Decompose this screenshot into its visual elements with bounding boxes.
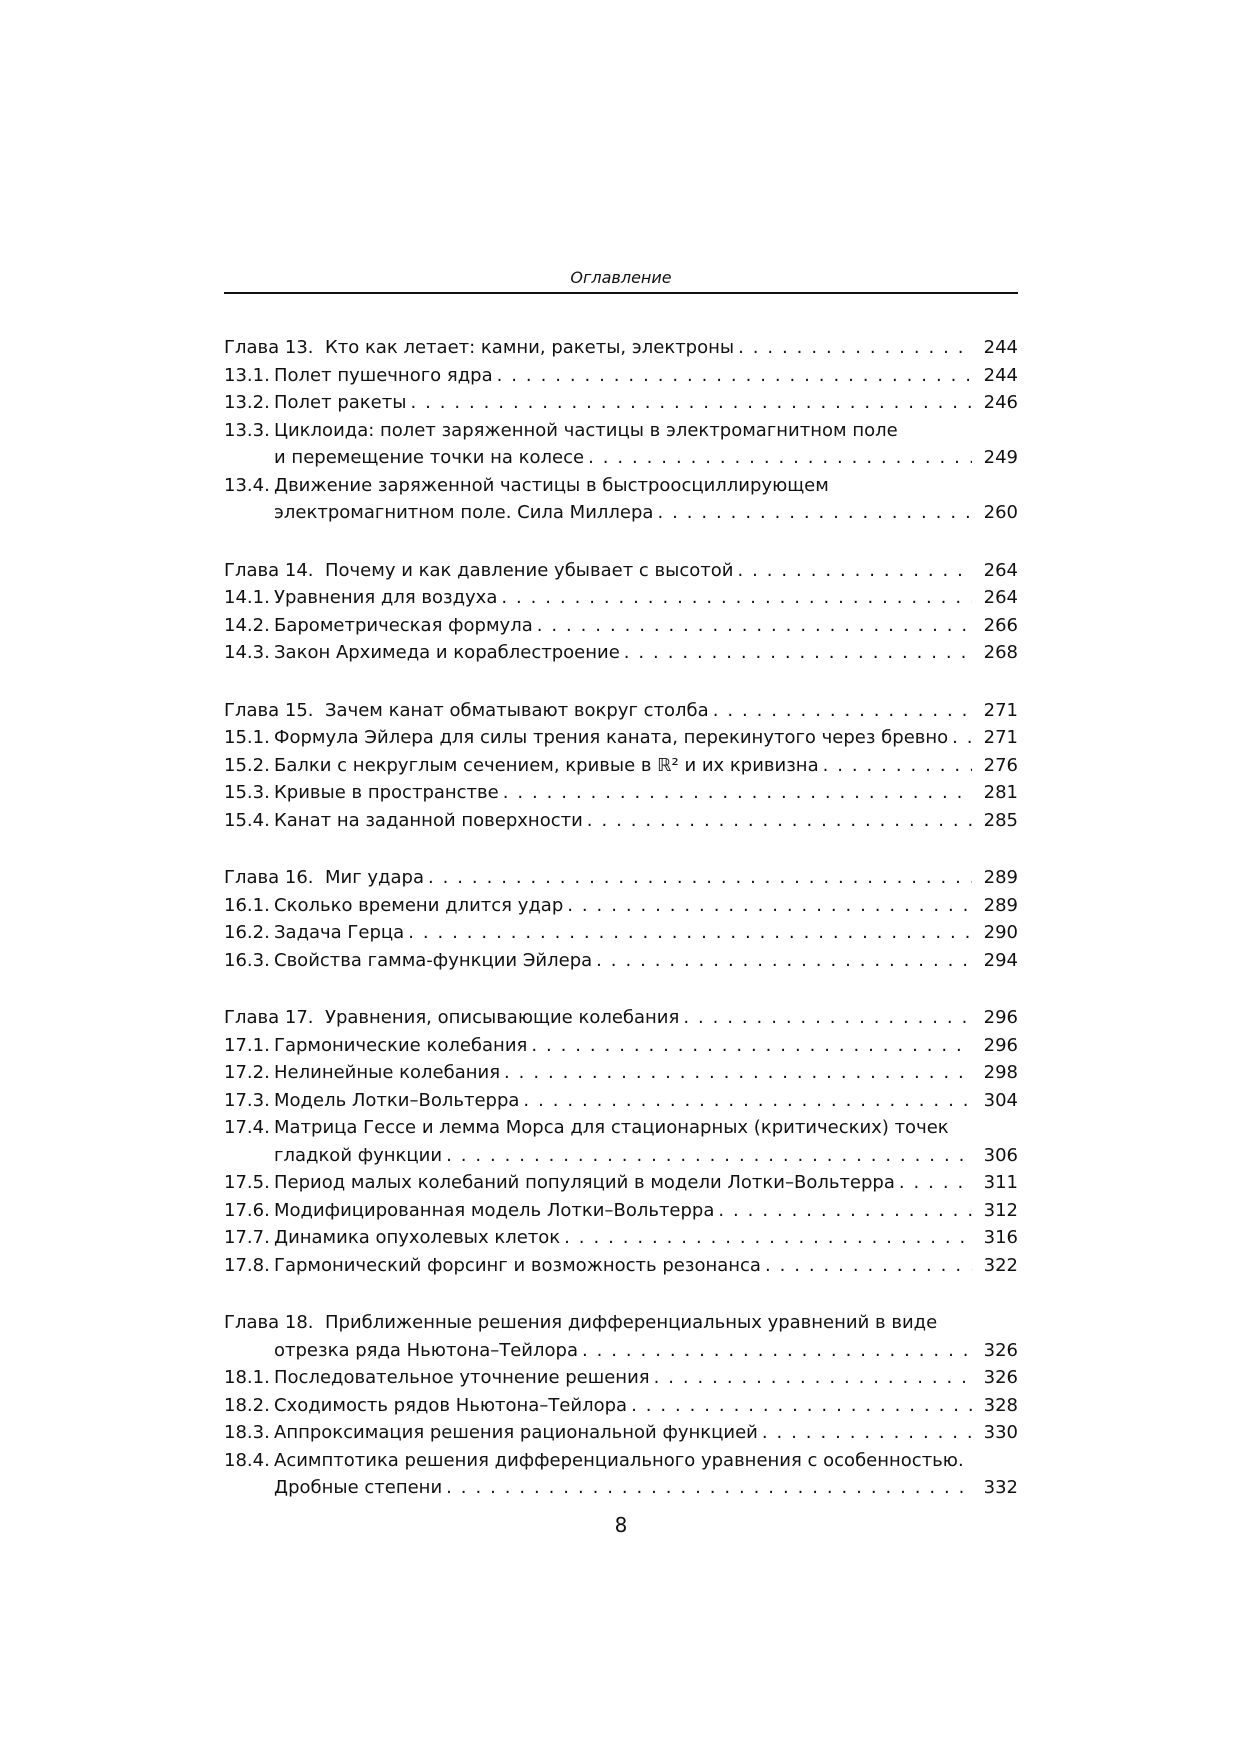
toc-page-number: 264 — [983, 559, 1018, 581]
dot-leader — [501, 584, 972, 612]
toc-entry-title: Почему и как давление убывает с высотой — [325, 559, 734, 581]
toc-entry-number: 16.2. — [224, 922, 270, 943]
dot-leader — [408, 919, 972, 947]
dot-leader — [738, 334, 972, 362]
toc-entry-number: 15.2. — [224, 754, 270, 776]
toc-section-entry[interactable] — [224, 1252, 1018, 1280]
toc-section-entry[interactable] — [224, 1169, 1018, 1197]
toc-entry-title: Кто как летает: камни, ракеты, электроны — [325, 337, 735, 358]
toc-page-number: 289 — [983, 867, 1018, 888]
toc-entry-number: 18.1. — [224, 1367, 270, 1388]
dot-leader — [587, 807, 972, 835]
toc-entry-number: 15.1. — [224, 727, 270, 748]
table-of-contents — [224, 334, 1018, 1532]
toc-entry-title: Сколько времени длится удар — [274, 894, 564, 916]
toc-page-number: 289 — [983, 894, 1018, 916]
toc-section-entry[interactable] — [224, 919, 1018, 947]
toc-page-number: 328 — [983, 1394, 1018, 1416]
toc-page-number: 296 — [983, 1007, 1018, 1028]
dot-leader — [497, 362, 972, 390]
toc-section-entry[interactable] — [224, 584, 1018, 612]
toc-section-entry[interactable] — [224, 1392, 1018, 1420]
toc-entry-title: Динамика опухолевых клеток — [274, 1227, 561, 1248]
toc-section-entry[interactable] — [224, 1364, 1018, 1392]
toc-entry-title: Гармонический форсинг и возможность резонанса — [274, 1254, 761, 1276]
toc-chapter-block — [224, 697, 1018, 835]
book-page — [224, 0, 1018, 1754]
toc-page-number: 249 — [983, 447, 1018, 468]
toc-page-number: 244 — [983, 364, 1018, 386]
toc-entry-number: 15.4. — [224, 809, 270, 831]
dot-leader — [537, 612, 972, 640]
dot-leader — [765, 1252, 972, 1280]
dot-leader — [503, 779, 972, 807]
toc-entry-number: 17.8. — [224, 1254, 270, 1276]
toc-page-number: 332 — [983, 1477, 1018, 1498]
dot-leader — [624, 639, 972, 667]
toc-entry-title: отрезка ряда Ньютона–Тейлора — [274, 1339, 578, 1361]
toc-entry-title: Полет пушечного ядра — [274, 364, 493, 386]
toc-entry-number: 18.2. — [224, 1394, 270, 1416]
dot-leader — [952, 724, 972, 752]
dot-leader — [504, 1059, 972, 1087]
dot-leader — [823, 752, 972, 780]
toc-page-number: 322 — [983, 1254, 1018, 1276]
toc-entry-number: 17.3. — [224, 1089, 270, 1111]
toc-page-number: 304 — [983, 1089, 1018, 1111]
toc-page-number: 290 — [983, 922, 1018, 943]
page-number: 8 — [614, 1513, 628, 1537]
toc-entry-number: 14.2. — [224, 614, 270, 636]
header-rule — [224, 292, 1018, 294]
toc-entry-title: Сходимость рядов Ньютона–Тейлора — [274, 1394, 628, 1416]
toc-section-entry[interactable] — [224, 752, 1018, 780]
toc-entry-number: 13.1. — [224, 364, 270, 386]
toc-entry-title: Движение заряженной частицы в быстроосциллирующем — [274, 474, 829, 496]
toc-entry-number: 13.2. — [224, 392, 270, 413]
toc-page-number: 296 — [983, 1034, 1018, 1056]
toc-section-entry[interactable] — [224, 639, 1018, 667]
toc-page-number: 246 — [983, 392, 1018, 413]
toc-chapter-entry[interactable] — [224, 1004, 1018, 1032]
toc-section-entry[interactable] — [224, 807, 1018, 835]
toc-chapter-block — [224, 1004, 1018, 1279]
toc-entry-number: Глава 18. — [224, 1312, 314, 1333]
toc-chapter-entry[interactable] — [224, 864, 1018, 892]
toc-chapter-entry[interactable] — [224, 1309, 1018, 1364]
toc-section-entry[interactable] — [224, 1032, 1018, 1060]
toc-entry-number: 14.1. — [224, 587, 270, 608]
toc-chapter-block — [224, 864, 1018, 974]
dot-leader — [718, 1197, 972, 1225]
toc-section-entry[interactable] — [224, 1419, 1018, 1447]
toc-entry-title: Канат на заданной поверхности — [274, 809, 583, 831]
dot-leader — [582, 1337, 972, 1365]
dot-leader — [428, 864, 972, 892]
toc-page-number: 326 — [983, 1339, 1018, 1361]
toc-entry-title: Зачем канат обматывают вокруг столба — [325, 699, 709, 721]
dot-leader — [596, 947, 972, 975]
toc-chapter-block — [224, 557, 1018, 667]
toc-entry-title: Матрица Гессе и лемма Морса для стационарных (критических) точек — [274, 1117, 949, 1138]
toc-page-number: 285 — [983, 809, 1018, 831]
toc-entry-number: 16.1. — [224, 894, 270, 916]
toc-entry-title: Асимптотика решения дифференциального уравнения с особенностью. — [274, 1449, 964, 1471]
dot-leader — [657, 499, 972, 527]
toc-entry-title: Гармонические колебания — [274, 1034, 528, 1056]
toc-entry-title: Свойства гамма-функции Эйлера — [274, 949, 593, 971]
toc-entry-title: электромагнитном поле. Сила Миллера — [274, 502, 654, 523]
dot-leader — [588, 444, 972, 472]
toc-entry-title: Модель Лотки–Вольтерра — [274, 1089, 520, 1111]
toc-entry-title: Кривые в пространстве — [274, 782, 499, 803]
toc-entry-number: Глава 15. — [224, 699, 314, 721]
toc-entry-title: Модифицированная модель Лотки–Вольтерра — [274, 1199, 715, 1221]
toc-entry-number: 18.3. — [224, 1422, 270, 1443]
toc-entry-number: 16.3. — [224, 949, 270, 971]
toc-page-number: 281 — [983, 782, 1018, 803]
toc-entry-title: Закон Архимеда и кораблестроение — [274, 642, 620, 663]
toc-entry-title: Аппроксимация решения рациональной функцией — [274, 1422, 758, 1443]
running-header: Оглавление — [570, 268, 672, 287]
toc-entry-title: Формула Эйлера для силы трения каната, перекинутого через бревно — [274, 727, 949, 748]
toc-chapter-entry[interactable] — [224, 334, 1018, 362]
dot-leader — [410, 389, 972, 417]
toc-entry-number: 17.1. — [224, 1034, 270, 1056]
toc-entry-number: 14.3. — [224, 642, 270, 663]
toc-entry-number: 17.2. — [224, 1062, 270, 1083]
toc-page-number: 330 — [983, 1422, 1018, 1443]
toc-entry-title: Период малых колебаний популяций в модели Лотки–Вольтерра — [274, 1172, 895, 1193]
toc-section-entry[interactable] — [224, 892, 1018, 920]
toc-section-entry[interactable] — [224, 724, 1018, 752]
dot-leader — [713, 697, 972, 725]
toc-chapter-block — [224, 1309, 1018, 1502]
toc-entry-title: Задача Герца — [274, 922, 405, 943]
dot-leader — [564, 1224, 972, 1252]
toc-page-number: 276 — [983, 754, 1018, 776]
toc-page-number: 271 — [983, 727, 1018, 748]
toc-entry-number: 17.6. — [224, 1199, 270, 1221]
toc-entry-number: 17.4. — [224, 1117, 270, 1138]
toc-entry-title: гладкой функции — [274, 1144, 443, 1166]
toc-entry-number: 17.7. — [224, 1227, 270, 1248]
dot-leader — [531, 1032, 972, 1060]
toc-entry-title: Приближенные решения дифференциальных уравнений в виде — [325, 1312, 938, 1333]
toc-entry-title: Уравнения для воздуха — [274, 587, 498, 608]
toc-entry-title: Полет ракеты — [274, 392, 407, 413]
dot-leader — [631, 1392, 972, 1420]
toc-entry-title: Уравнения, описывающие колебания — [325, 1007, 680, 1028]
toc-page-number: 268 — [983, 642, 1018, 663]
toc-section-entry[interactable] — [224, 362, 1018, 390]
toc-entry-number: Глава 16. — [224, 867, 314, 888]
toc-page-number: 298 — [983, 1062, 1018, 1083]
dot-leader — [899, 1169, 972, 1197]
toc-section-entry[interactable] — [224, 779, 1018, 807]
toc-page-number: 260 — [983, 502, 1018, 523]
toc-page-number: 316 — [983, 1227, 1018, 1248]
toc-section-entry[interactable] — [224, 1197, 1018, 1225]
toc-entry-number: 17.5. — [224, 1172, 270, 1193]
toc-page-number: 266 — [983, 614, 1018, 636]
toc-section-entry[interactable] — [224, 389, 1018, 417]
toc-chapter-entry[interactable] — [224, 557, 1018, 585]
toc-section-entry[interactable] — [224, 1447, 1018, 1502]
toc-section-entry[interactable] — [224, 1087, 1018, 1115]
toc-page-number: 271 — [983, 699, 1018, 721]
dot-leader — [762, 1419, 972, 1447]
toc-section-entry[interactable] — [224, 612, 1018, 640]
toc-section-entry[interactable] — [224, 1059, 1018, 1087]
toc-section-entry[interactable] — [224, 1114, 1018, 1169]
toc-entry-title: Балки с некруглым сечением, кривые в ℝ² и их кривизна — [274, 754, 819, 776]
toc-entry-number: 13.4. — [224, 474, 270, 496]
toc-page-number: 244 — [983, 337, 1018, 358]
toc-section-entry[interactable] — [224, 417, 1018, 472]
toc-entry-title: Последовательное уточнение решения — [274, 1367, 650, 1388]
toc-entry-title: Миг удара — [325, 867, 424, 888]
toc-entry-number: 18.4. — [224, 1449, 270, 1471]
toc-entry-number: Глава 13. — [224, 337, 314, 358]
toc-entry-number: Глава 17. — [224, 1007, 314, 1028]
toc-entry-title: Нелинейные колебания — [274, 1062, 501, 1083]
dot-leader — [567, 892, 972, 920]
toc-page-number: 311 — [983, 1172, 1018, 1193]
toc-page-number: 294 — [983, 949, 1018, 971]
dot-leader — [654, 1364, 972, 1392]
toc-page-number: 326 — [983, 1367, 1018, 1388]
toc-section-entry[interactable] — [224, 947, 1018, 975]
toc-chapter-block — [224, 334, 1018, 527]
toc-entry-title: Дробные степени — [274, 1477, 443, 1498]
dot-leader — [683, 1004, 972, 1032]
dot-leader — [737, 557, 972, 585]
toc-entry-title: и перемещение точки на колесе — [274, 447, 585, 468]
toc-entry-title: Барометрическая формула — [274, 614, 533, 636]
dot-leader — [446, 1142, 972, 1170]
toc-entry-number: 13.3. — [224, 419, 270, 441]
toc-entry-title: Циклоида: полет заряженной частицы в электромагнитном поле — [274, 419, 898, 441]
dot-leader — [446, 1474, 972, 1502]
toc-entry-number: Глава 14. — [224, 559, 314, 581]
toc-section-entry[interactable] — [224, 472, 1018, 527]
toc-chapter-entry[interactable] — [224, 697, 1018, 725]
toc-page-number: 312 — [983, 1199, 1018, 1221]
toc-page-number: 264 — [983, 587, 1018, 608]
toc-page-number: 306 — [983, 1144, 1018, 1166]
toc-entry-number: 15.3. — [224, 782, 270, 803]
dot-leader — [523, 1087, 972, 1115]
toc-section-entry[interactable] — [224, 1224, 1018, 1252]
